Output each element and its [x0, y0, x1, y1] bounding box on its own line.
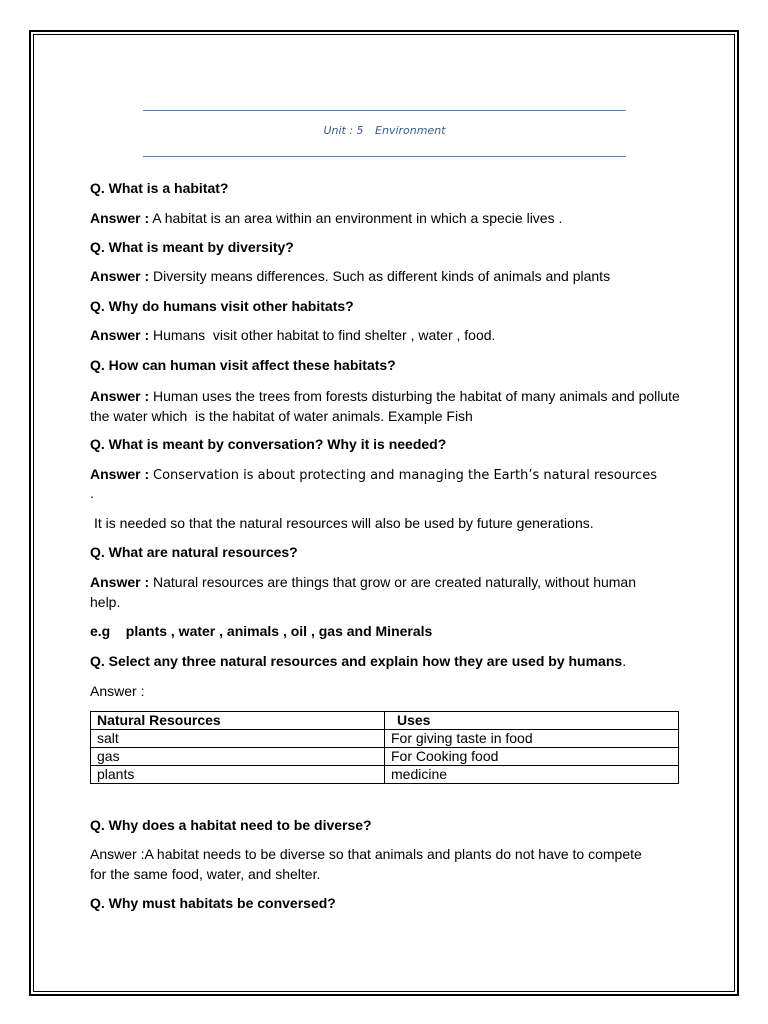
header-rule-top — [143, 110, 626, 111]
table-header-row — [91, 712, 679, 730]
table-cell: gas — [91, 748, 385, 766]
question-7 — [90, 651, 710, 671]
answer-text: Diversity means differences. Such as different kinds of animals and plants — [153, 268, 611, 284]
question-5: Q. What is meant by conversation? Why it is needed? — [90, 436, 447, 452]
answer-8: Answer :A habitat needs to be diverse so that animals and plants do not have to compete for the same food, water, and shelter. — [90, 846, 646, 882]
answer-4 — [90, 386, 690, 426]
table-cell: plants — [91, 766, 385, 784]
answer-5-dot: . — [90, 485, 94, 501]
question-6: Q. What are natural resources? — [90, 544, 298, 560]
table-row — [91, 766, 679, 784]
answer-text: Natural resources are things that grow or are created naturally, without human help. — [90, 574, 640, 610]
answer-label: Answer : — [90, 327, 150, 343]
answer-label: Answer : — [90, 466, 150, 482]
table-cell: For Cooking food — [385, 748, 679, 766]
table-cell: salt — [91, 730, 385, 748]
resources-table — [90, 711, 679, 784]
question-7-text: Q. Select any three natural resources and explain how they are used by humans — [90, 653, 623, 669]
answer-5-extra: It is needed so that the natural resources will also be used by future generations. — [94, 515, 594, 531]
table-row — [91, 748, 679, 766]
question-2: Q. What is meant by diversity? — [90, 239, 294, 255]
answer-3 — [90, 325, 690, 345]
question-3: Q. Why do humans visit other habitats? — [90, 298, 354, 314]
answer-label: Answer : — [90, 268, 150, 284]
table-cell: medicine — [385, 766, 679, 784]
answer-6 — [90, 572, 650, 612]
question-9: Q. Why must habitats be conversed? — [90, 895, 336, 911]
table-row — [91, 730, 679, 748]
page-header — [143, 124, 626, 137]
header-title: Environment — [375, 124, 446, 137]
header-unit: Unit : 5 — [323, 124, 364, 137]
question-8: Q. Why does a habitat need to be diverse? — [90, 817, 372, 833]
answer-text: A habitat is an area within an environment in which a specie lives . — [152, 210, 563, 226]
answer-text: Conservation is about protecting and managing the Earth’s natural resources — [153, 468, 657, 483]
header-rule-bottom — [143, 156, 626, 157]
answer-label: Answer : — [90, 574, 150, 590]
question-7-end: . — [622, 653, 627, 669]
examples-line: e.g plants , water , animals , oil , gas and Minerals — [90, 623, 433, 639]
answer-label: Answer : — [90, 388, 150, 404]
answer-text: Human uses the trees from forests disturbing the habitat of many animals and pollute the water which is the habitat of water animals. Example Fish — [90, 388, 684, 424]
answer-7-label: Answer : — [90, 683, 145, 699]
question-1: Q. What is a habitat? — [90, 180, 229, 196]
answer-2 — [90, 266, 690, 286]
table-cell: For giving taste in food — [385, 730, 679, 748]
answer-1 — [90, 208, 690, 228]
question-4: Q. How can human visit affect these habitats? — [90, 357, 396, 373]
answer-label: Answer : — [90, 210, 150, 226]
answer-text: Humans visit other habitat to find shelter , water , food. — [153, 327, 496, 343]
table-header: Natural Resources — [91, 712, 385, 730]
table-header: Uses — [385, 712, 679, 730]
